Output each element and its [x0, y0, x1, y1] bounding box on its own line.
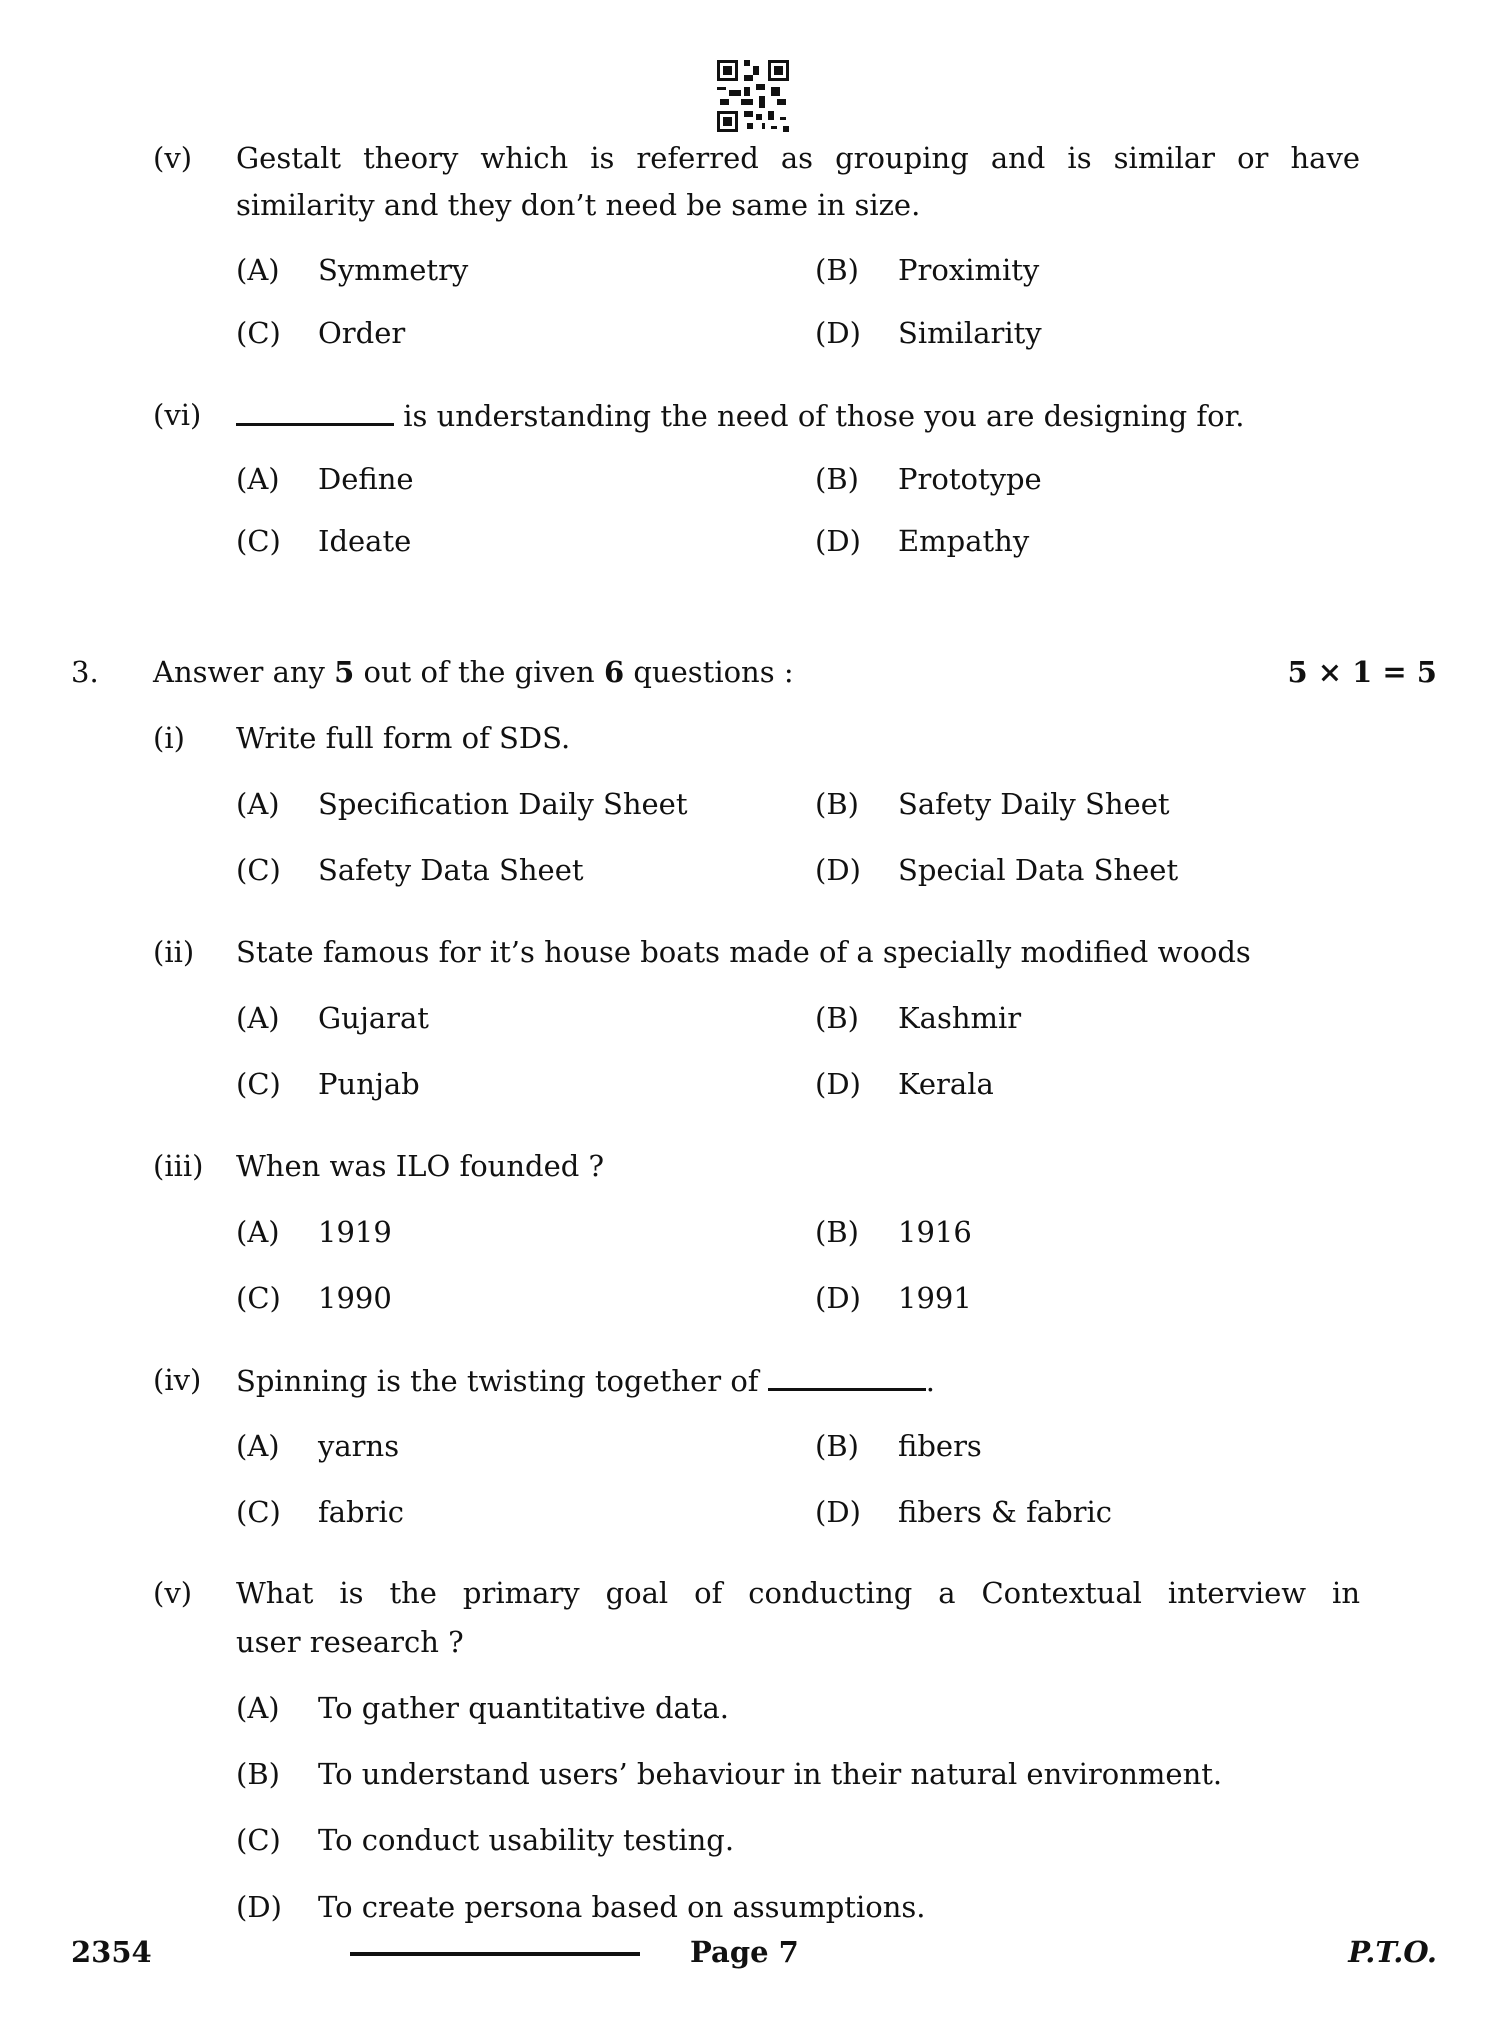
- option-text: fibers: [898, 1429, 982, 1463]
- option-text: Proximity: [898, 253, 1040, 287]
- option-label: (B): [815, 1215, 859, 1249]
- option-label: (C): [236, 524, 281, 558]
- option-label: (A): [236, 1691, 280, 1725]
- option-text: To conduct usability testing.: [318, 1823, 735, 1857]
- question-number: (v): [153, 1576, 193, 1610]
- option-text: Kerala: [898, 1067, 994, 1101]
- instruction-count: 5: [334, 655, 355, 689]
- option-label: (B): [815, 1429, 859, 1463]
- question-text: Spinning is the twisting together of: [236, 1364, 759, 1398]
- option-text: Define: [318, 462, 414, 496]
- answer-blank: [768, 1360, 926, 1391]
- question-number: (iii): [153, 1149, 204, 1183]
- option-text: Order: [318, 316, 406, 350]
- option-text: 1991: [898, 1281, 972, 1315]
- instruction-text: out of the given: [354, 655, 604, 689]
- section-marks: 5 × 1 = 5: [1287, 655, 1437, 689]
- question-number: (i): [153, 721, 185, 755]
- section-instruction: [153, 652, 794, 692]
- paper-code: 2354: [71, 1935, 152, 1969]
- answer-blank: [236, 395, 394, 426]
- option-label: (A): [236, 253, 280, 287]
- option-label: (A): [236, 1429, 280, 1463]
- instruction-text: Answer any: [153, 655, 335, 689]
- option-label: (C): [236, 1823, 281, 1857]
- option-label: (A): [236, 1001, 280, 1035]
- question-number: (vi): [153, 398, 202, 432]
- option-text: yarns: [318, 1429, 400, 1463]
- option-label: (A): [236, 462, 280, 496]
- option-text: To gather quantitative data.: [318, 1691, 729, 1725]
- option-text: Symmetry: [318, 253, 469, 287]
- question-text: When was ILO founded ?: [236, 1149, 605, 1183]
- instruction-count: 6: [603, 655, 625, 689]
- question-text: is understanding the need of those you are designing for.: [403, 399, 1245, 433]
- option-label: (C): [236, 853, 281, 887]
- qr-code-icon: [717, 60, 789, 132]
- option-text: To create persona based on assumptions.: [318, 1890, 926, 1924]
- option-text: Empathy: [898, 524, 1030, 558]
- question-text-end: .: [925, 1364, 935, 1398]
- question-line: [236, 395, 1245, 436]
- option-label: (D): [815, 1281, 861, 1315]
- option-label: (C): [236, 316, 281, 350]
- question-text: State famous for it’s house boats made of a specially modified woods: [236, 935, 1251, 969]
- option-label: (B): [815, 1001, 859, 1035]
- option-text: Ideate: [318, 524, 412, 558]
- option-label: (D): [815, 524, 861, 558]
- question-text: user research ?: [236, 1625, 464, 1659]
- option-label: (D): [815, 853, 861, 887]
- question-text: Write full form of SDS.: [236, 721, 571, 755]
- instruction-text: questions :: [624, 655, 794, 689]
- option-text: Safety Daily Sheet: [898, 787, 1170, 821]
- question-line: [236, 1360, 935, 1401]
- question-number: (v): [153, 141, 193, 175]
- option-text: Kashmir: [898, 1001, 1022, 1035]
- option-label: (D): [815, 1495, 861, 1529]
- option-label: (B): [815, 787, 859, 821]
- option-text: Similarity: [898, 316, 1042, 350]
- option-text: 1919: [318, 1215, 392, 1249]
- option-label: (C): [236, 1281, 281, 1315]
- option-label: (B): [815, 253, 859, 287]
- option-text: fibers & fabric: [898, 1495, 1113, 1529]
- question-text: similarity and they don’t need be same in size.: [236, 188, 921, 222]
- option-label: (B): [815, 462, 859, 496]
- option-label: (B): [236, 1757, 280, 1791]
- option-label: (C): [236, 1067, 281, 1101]
- footer-divider: [350, 1952, 640, 1956]
- option-text: Safety Data Sheet: [318, 853, 584, 887]
- option-label: (D): [815, 316, 861, 350]
- page-number: Page 7: [690, 1935, 799, 1969]
- option-label: (D): [236, 1890, 282, 1924]
- option-label: (D): [815, 1067, 861, 1101]
- option-text: Punjab: [318, 1067, 420, 1101]
- question-text: Gestalt theory which is referred as grouping and is similar or have: [236, 141, 1360, 175]
- option-text: Prototype: [898, 462, 1042, 496]
- question-number: (iv): [153, 1363, 202, 1397]
- question-number: (ii): [153, 935, 195, 969]
- option-text: 1916: [898, 1215, 972, 1249]
- option-label: (A): [236, 787, 280, 821]
- option-label: (C): [236, 1495, 281, 1529]
- option-text: Specification Daily Sheet: [318, 787, 688, 821]
- option-text: Special Data Sheet: [898, 853, 1179, 887]
- question-text: What is the primary goal of conducting a Contextual interview in: [236, 1576, 1360, 1610]
- option-text: Gujarat: [318, 1001, 429, 1035]
- pto-label: P.T.O.: [1348, 1935, 1437, 1969]
- section-number: 3.: [71, 655, 99, 689]
- option-label: (A): [236, 1215, 280, 1249]
- option-text: 1990: [318, 1281, 392, 1315]
- option-text: To understand users’ behaviour in their natural environment.: [318, 1757, 1223, 1791]
- option-text: fabric: [318, 1495, 404, 1529]
